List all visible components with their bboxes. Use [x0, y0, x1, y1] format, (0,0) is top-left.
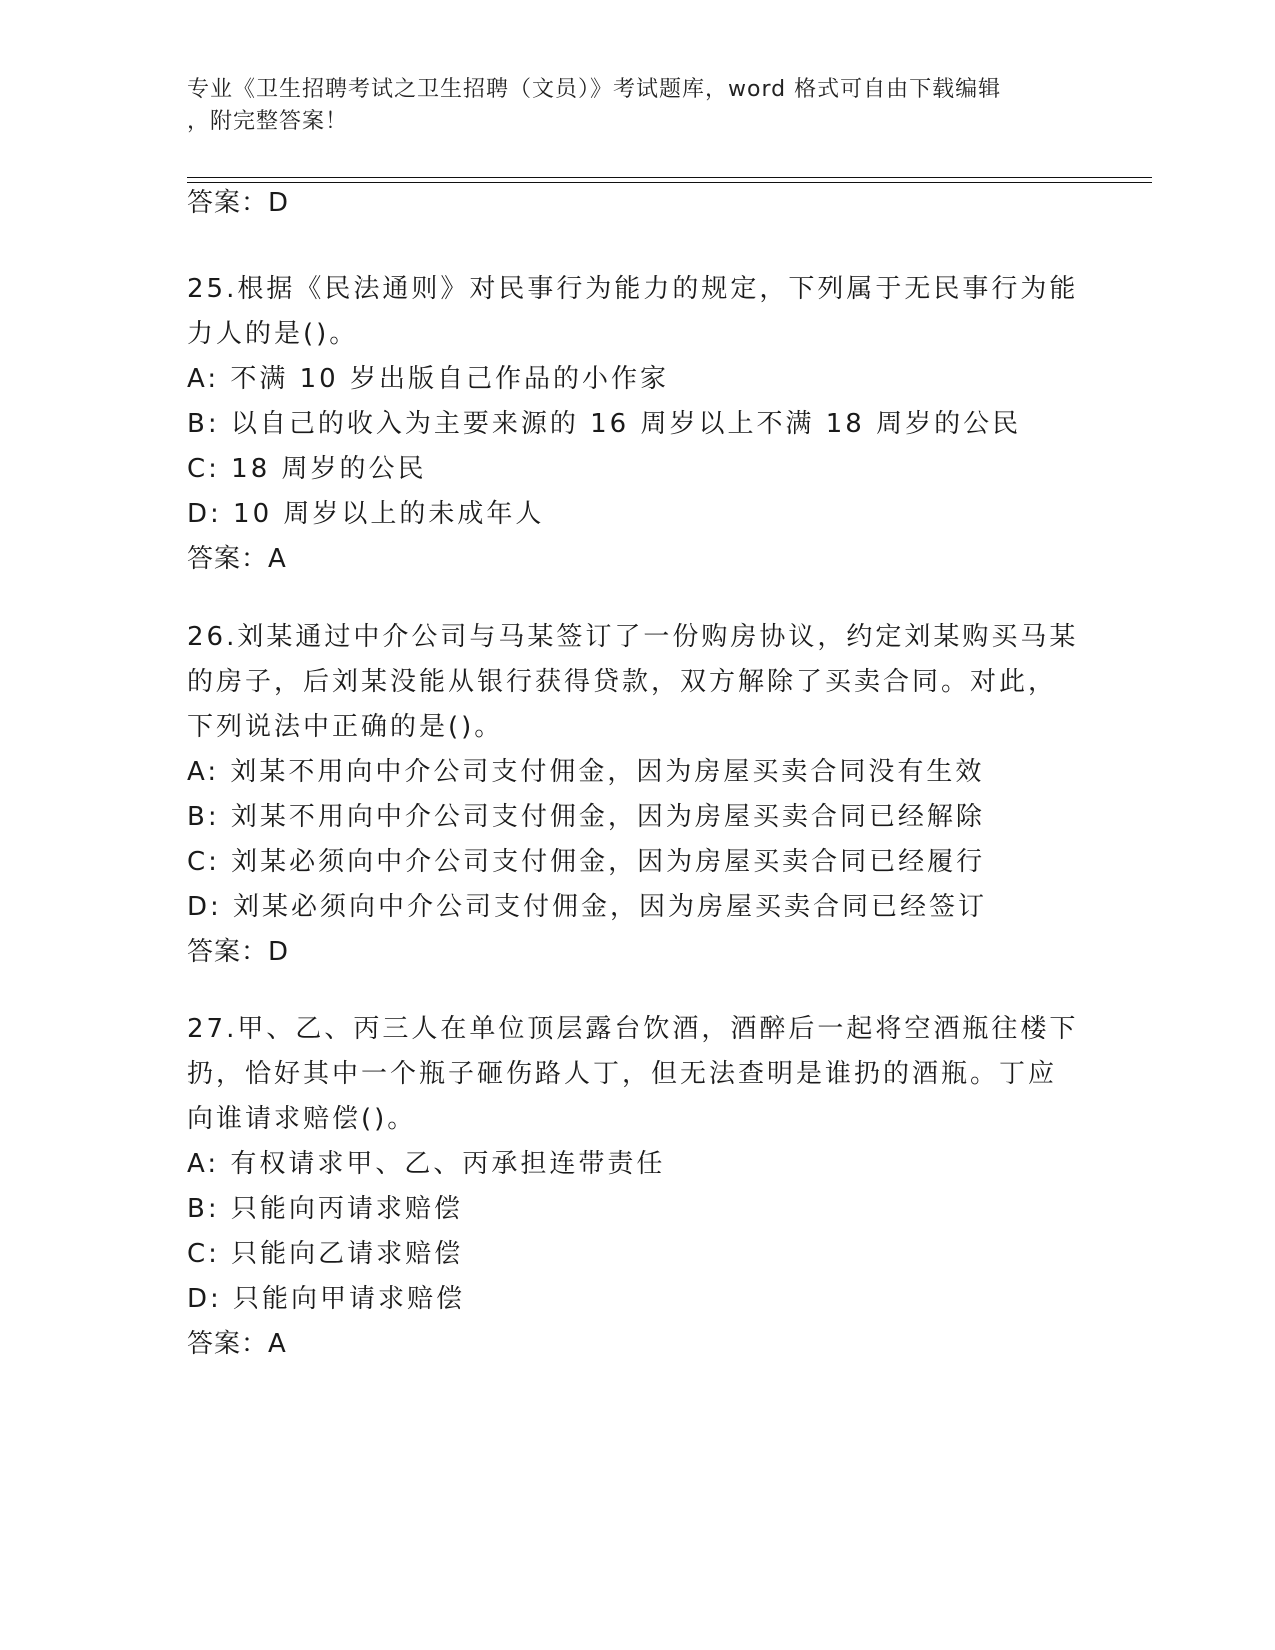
option-d: D: 刘某必须向中介公司支付佣金，因为房屋买卖合同已经签订	[187, 892, 988, 922]
question-stem	[187, 267, 1087, 357]
question-25	[187, 267, 1087, 582]
option-d: D: 10 周岁以上的未成年人	[187, 499, 545, 529]
option-c: C: 18 周岁的公民	[187, 454, 427, 484]
option-b: B: 刘某不用向中介公司支付佣金，因为房屋买卖合同已经解除	[187, 802, 985, 832]
question-26	[187, 615, 1087, 975]
stem-line: 26.刘某通过中介公司与马某签订了一份购房协议，约定刘某购买马某	[187, 622, 1079, 652]
question-stem	[187, 615, 1087, 750]
previous-answer: 答案：D	[187, 188, 290, 218]
question-stem	[187, 1007, 1087, 1142]
stem-line: 25.根据《民法通则》对民事行为能力的规定，下列属于无民事行为能	[187, 274, 1079, 304]
option-a: A: 刘某不用向中介公司支付佣金，因为房屋买卖合同没有生效	[187, 757, 985, 787]
question-answer: 答案：A	[187, 544, 287, 574]
document-header	[187, 74, 1087, 138]
stem-line: 27.甲、乙、丙三人在单位顶层露台饮酒，酒醉后一起将空酒瓶往楼下	[187, 1014, 1079, 1044]
stem-line: 扔，恰好其中一个瓶子砸伤路人丁，但无法查明是谁扔的酒瓶。丁应	[187, 1059, 1058, 1089]
option-c: C: 只能向乙请求赔偿	[187, 1239, 464, 1269]
stem-line: 向谁请求赔偿()。	[187, 1104, 417, 1134]
stem-line: 的房子，后刘某没能从银行获得贷款，双方解除了买卖合同。对此，	[187, 667, 1058, 697]
option-d: D: 只能向甲请求赔偿	[187, 1284, 466, 1314]
option-b: B: 以自己的收入为主要来源的 16 周岁以上不满 18 周岁的公民	[187, 409, 1022, 439]
header-rule-bottom	[187, 182, 1152, 183]
option-c: C: 刘某必须向中介公司支付佣金，因为房屋买卖合同已经履行	[187, 847, 986, 877]
question-answer: 答案：A	[187, 1329, 287, 1359]
stem-line: 下列说法中正确的是()。	[187, 712, 504, 742]
header-rule-top	[187, 177, 1152, 178]
header-line-1: 专业《卫生招聘考试之卫生招聘（文员）》考试题库，word 格式可自由下载编辑	[187, 77, 1002, 102]
option-a: A: 有权请求甲、乙、丙承担连带责任	[187, 1149, 666, 1179]
question-answer: 答案：D	[187, 937, 290, 967]
header-line-2: ，附完整答案！	[187, 109, 349, 134]
question-27	[187, 1007, 1087, 1367]
stem-line: 力人的是()。	[187, 319, 359, 349]
option-b: B: 只能向丙请求赔偿	[187, 1194, 463, 1224]
option-a: A: 不满 10 岁出版自己作品的小作家	[187, 364, 669, 394]
